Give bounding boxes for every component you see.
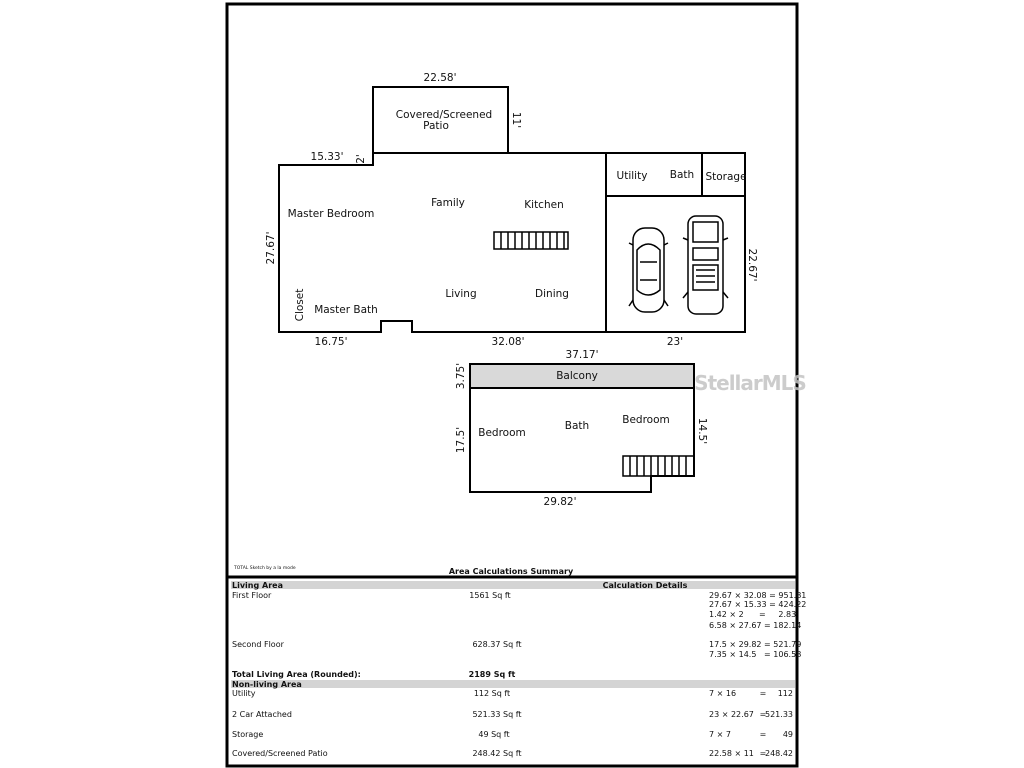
master-bedroom-label: Master Bedroom <box>287 208 375 220</box>
dim-step-height: 2' <box>355 154 367 164</box>
total-living-area: 2189 Sq ft <box>468 670 516 679</box>
dim-second-width: 37.17' <box>565 349 599 361</box>
storage-area: 49 Sq ft <box>478 730 510 739</box>
first-floor-calc-4: 6.58 × 27.67 = 182.14 <box>709 621 802 630</box>
dim-garage-width: 23' <box>666 336 684 348</box>
truck-icon <box>683 216 728 314</box>
storage-eq: = <box>759 730 767 739</box>
second-floor-calc-1: 17.5 × 29.82 = 521.79 <box>709 640 802 649</box>
patio-eq: = <box>759 749 767 758</box>
second-floor-area: 628.37 Sq ft <box>472 640 522 649</box>
patio-name: Covered/Screened Patio <box>232 749 328 758</box>
first-floor-calc-2: 27.67 × 15.33 = 424.22 <box>709 600 807 609</box>
dining-label: Dining <box>535 288 569 300</box>
storage-name: Storage <box>232 730 264 739</box>
bedroom-left-label: Bedroom <box>478 427 526 439</box>
patio-area: 248.42 Sq ft <box>472 749 522 758</box>
dim-balcony-depth: 3.75' <box>455 362 467 390</box>
storage-calc: 7 × 7 <box>709 730 731 739</box>
dim-second-left-height: 17.5' <box>455 426 467 454</box>
dim-bottom-left: 16.75' <box>314 336 348 348</box>
living-label: Living <box>445 288 477 300</box>
second-floor-name: Second Floor <box>232 640 284 649</box>
dim-garage-height: 22.67' <box>746 248 758 282</box>
patio-calc: 22.58 × 11 <box>709 749 754 758</box>
sketch-credit: TOTAL Sketch by a la mode <box>234 566 296 571</box>
dim-second-bottom: 29.82' <box>543 496 577 508</box>
first-floor-calc-3: 1.42 × 2 = 2.83 <box>709 610 797 619</box>
second-bath-label: Bath <box>564 420 590 432</box>
master-bath-label: Master Bath <box>314 304 378 316</box>
utility-calc: 7 × 16 <box>709 689 737 698</box>
patio-result: 248.42 <box>765 749 793 758</box>
utility-result: 112 <box>777 689 793 698</box>
kitchen-label: Kitchen <box>524 199 564 211</box>
first-floor-area: 1561 Sq ft <box>469 591 511 600</box>
garage-calc: 23 × 22.67 <box>709 710 754 719</box>
garage-area: 521.33 Sq ft <box>472 710 522 719</box>
dim-left-height: 27.67' <box>265 231 277 265</box>
garage-name: 2 Car Attached <box>232 710 292 719</box>
storage-result: 49 <box>782 730 793 739</box>
dim-bottom-mid: 32.08' <box>491 336 525 348</box>
non-living-header: Non-living Area <box>232 680 302 689</box>
total-living-name: Total Living Area (Rounded): <box>232 670 361 679</box>
living-area-header-band <box>231 581 795 589</box>
living-area-header: Living Area <box>232 581 283 590</box>
utility-area: 112 Sq ft <box>473 689 511 698</box>
garage-result: 521.33 <box>765 710 793 719</box>
utility-label: Utility <box>616 170 648 182</box>
non-living-header-band <box>231 680 795 688</box>
family-label: Family <box>431 197 465 209</box>
patio-label-line2: Patio <box>423 120 449 132</box>
first-floor-name: First Floor <box>232 591 272 600</box>
storage-label: Storage <box>705 171 747 183</box>
dim-step-width: 15.33' <box>310 151 344 163</box>
calc-details-header: Calculation Details <box>602 581 688 590</box>
patio-label-line1: Covered/Screened <box>395 109 493 121</box>
closet-label: Closet <box>294 288 306 322</box>
upper-bath-label: Bath <box>669 169 695 181</box>
garage-eq: = <box>759 710 767 719</box>
car-icon <box>629 228 668 312</box>
first-floor-calc-1: 29.67 × 32.08 = 951.81 <box>709 591 807 600</box>
summary-title: Area Calculations Summary <box>448 567 574 576</box>
second-floor-calc-2: 7.35 × 14.5 = 106.58 <box>709 650 802 659</box>
balcony-label: Balcony <box>556 370 598 382</box>
utility-eq: = <box>759 689 767 698</box>
dim-second-right-height: 14.5' <box>696 417 708 445</box>
watermark: StellarMLS <box>694 371 806 395</box>
dim-patio-depth: 11' <box>510 111 522 129</box>
dim-patio-width: 22.58' <box>423 72 457 84</box>
bedroom-right-label: Bedroom <box>622 414 670 426</box>
utility-name: Utility <box>232 689 256 698</box>
